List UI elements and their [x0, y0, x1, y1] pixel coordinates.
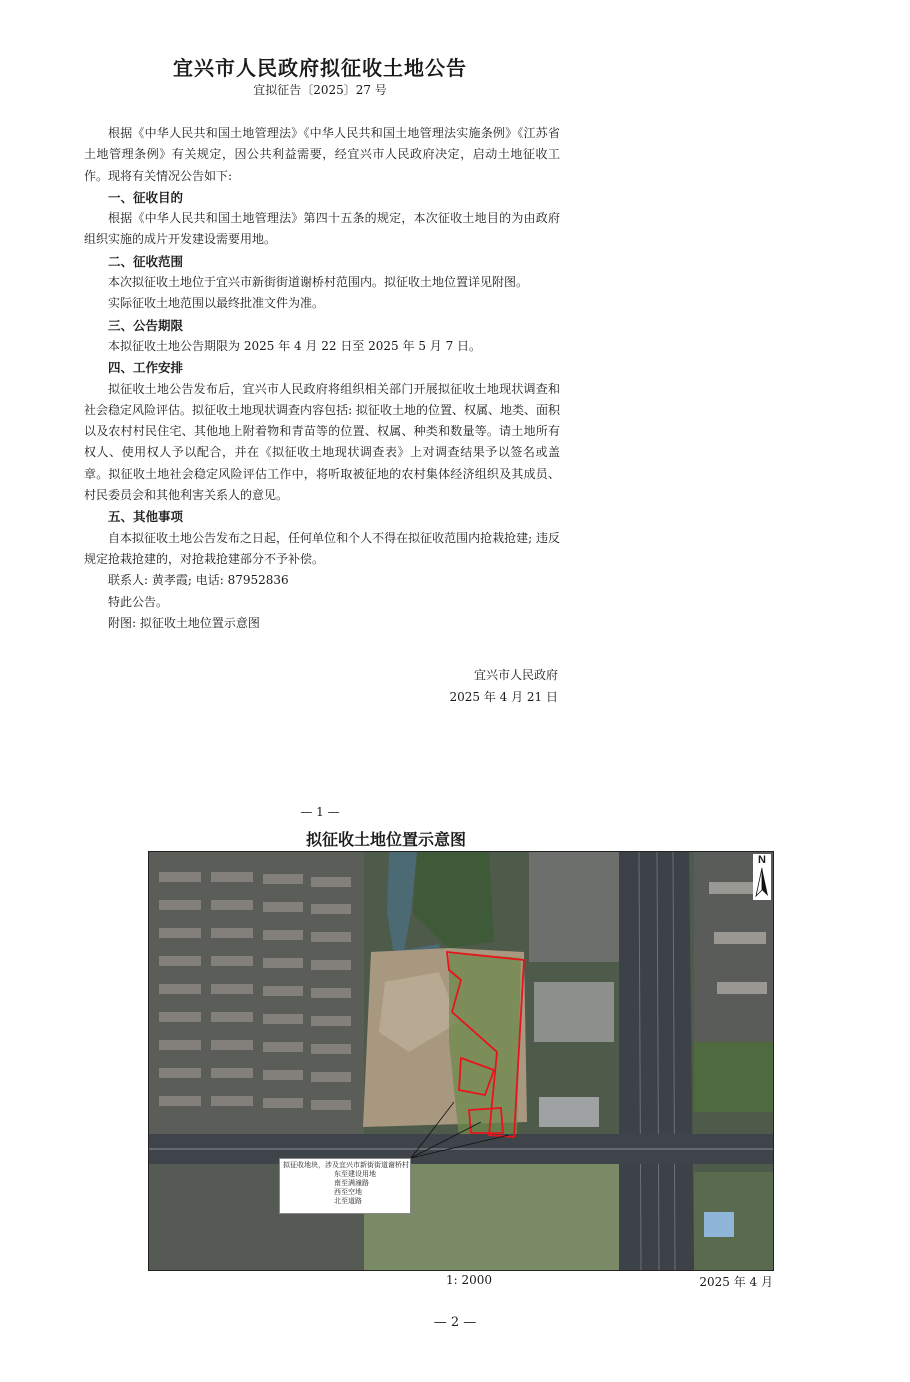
annotation-line: 拟征收地块，涉及宜兴市新街街道谢桥村: [283, 1161, 409, 1169]
map-title: 拟征收土地位置示意图: [305, 830, 466, 849]
section-heading-scope: 二、征收范围: [108, 253, 184, 269]
north-label: N: [758, 854, 766, 866]
arrangement-paragraph: 拟征收土地公告发布后，宜兴市人民政府将组织相关部门开展拟征收土地现状调查和社会稳定风险评估。拟征收土地现状调查内容包括: 拟征收土地的位置、权属、地类、面积以及农村村民住宅、其他地上附着物和青苗等的位置、权属、种类和数量等。请土地所有权人、使用权人予以配合，并在《拟征收土地现状调查表》上对调查结果予以签名或盖章。拟征收土地社会稳定风险评估工作中，将听取被征地的农村集体经济组织及其成员、村民委员会和其他利害关系人的意见。: [84, 381, 560, 503]
page-number-2: — 2 —: [433, 1315, 477, 1330]
other-paragraph: 自本拟征收土地公告发布之日起，任何单位和个人不得在拟征收范围内抢栽抢建; 违反规定抢栽抢建的，对抢栽抢建部分不予补偿。: [84, 530, 560, 566]
annotation-line: 东至建设用地: [334, 1170, 376, 1178]
document-number: 宜拟征告〔2025〕27 号: [253, 83, 387, 97]
attachment-line: 附图: 拟征收土地位置示意图: [108, 615, 260, 630]
annotation-line: 北至道路: [334, 1197, 362, 1205]
map-scale: 1: 2000: [446, 1273, 493, 1287]
contact-line: 联系人: 黄孝霞; 电话: 87952836: [108, 573, 289, 588]
notice-body: [84, 123, 560, 634]
section-heading-arrangement: 四、工作安排: [108, 360, 184, 376]
page-number-1: — 1 —: [300, 805, 340, 819]
issue-date: 2025 年 4 月 21 日: [449, 690, 558, 704]
intro-paragraph: 根据《中华人民共和国土地管理法》《中华人民共和国土地管理法实施条例》《江苏省土地管理条例》有关规定，因公共利益需要，经宜兴市人民政府决定，启动土地征收工作。现将有关情况公告如下:: [84, 126, 560, 183]
section-heading-period: 三、公告期限: [108, 317, 184, 333]
signature-block: [449, 664, 558, 708]
satellite-image: [149, 852, 773, 1270]
closing-line: 特此公告。: [108, 594, 169, 609]
section-heading-other: 五、其他事项: [108, 509, 184, 525]
location-map: [148, 851, 774, 1271]
map-date: 2025 年 4 月: [699, 1275, 773, 1289]
notice-title: 宜兴市人民政府拟征收土地公告: [173, 56, 467, 80]
annotation-line: 西至空地: [334, 1188, 362, 1196]
issuer-name: 宜兴市人民政府: [473, 668, 558, 682]
north-arrow-icon: [753, 854, 771, 900]
scope-paragraph: 本次拟征收土地位于宜兴市新街街道谢桥村范围内。拟征收土地位置详见附图。: [108, 275, 529, 290]
annotation-line: 南至满潼路: [334, 1179, 369, 1187]
section-heading-purpose: 一、征收目的: [108, 189, 184, 205]
scope-note-paragraph: 实际征收土地范围以最终批准文件为准。: [108, 296, 325, 311]
map-annotation-box: [279, 1158, 411, 1214]
purpose-paragraph: 根据《中华人民共和国土地管理法》第四十五条的规定，本次征收土地目的为由政府组织实施的成片开发建设需要用地。: [84, 211, 560, 247]
period-paragraph: 本拟征收土地公告期限为 2025 年 4 月 22 日至 2025 年 5 月 7 日。: [108, 338, 482, 353]
